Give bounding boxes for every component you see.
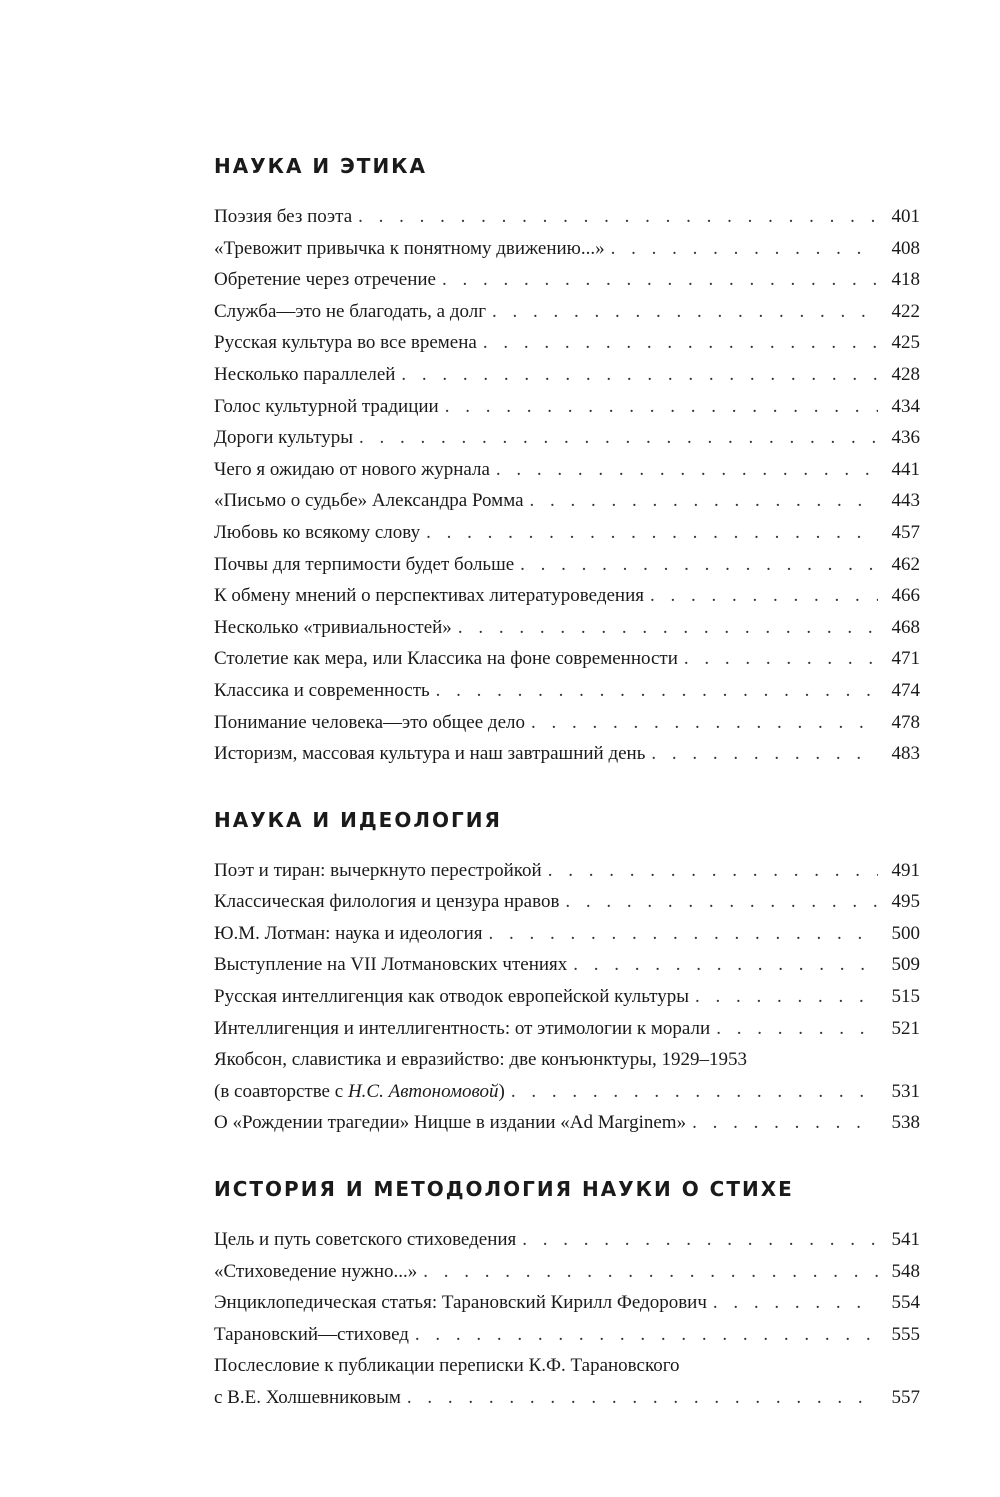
toc-entry[interactable] bbox=[214, 643, 920, 675]
toc-entry[interactable] bbox=[214, 1107, 920, 1139]
entry-title: Тарановский—стиховед bbox=[214, 1323, 409, 1345]
toc-entry[interactable] bbox=[214, 1287, 920, 1319]
entry-page: 500 bbox=[891, 922, 920, 944]
entry-title-prefix: (в соавторстве с bbox=[214, 1080, 348, 1102]
dot-leader bbox=[415, 1319, 878, 1351]
dot-leader bbox=[489, 918, 878, 950]
entry-title-line1: Якобсон, славистика и евразийство: две конъюнктуры, 1929–1953 bbox=[214, 1049, 748, 1071]
dot-leader bbox=[565, 886, 878, 918]
entry-title: Понимание человека—это общее дело bbox=[214, 711, 525, 733]
toc-entry[interactable] bbox=[214, 981, 920, 1013]
toc-entry[interactable] bbox=[214, 517, 920, 549]
entry-page: 538 bbox=[891, 1112, 920, 1134]
toc-entry[interactable] bbox=[214, 485, 920, 517]
entry-title: Интеллигенция и интеллигентность: от этимологии к морали bbox=[214, 1017, 711, 1039]
entry-page: 441 bbox=[891, 458, 920, 480]
toc-entry[interactable] bbox=[214, 738, 920, 770]
toc-entries bbox=[214, 1224, 920, 1414]
dot-leader bbox=[458, 612, 878, 644]
entry-page: 443 bbox=[891, 490, 920, 512]
toc-entry[interactable] bbox=[214, 296, 920, 328]
toc-entry[interactable] bbox=[214, 454, 920, 486]
entry-title: Выступление на VII Лотмановских чтениях bbox=[214, 954, 568, 976]
entry-page: 531 bbox=[891, 1080, 920, 1102]
toc-entry[interactable] bbox=[214, 675, 920, 707]
entry-title: Столетие как мера, или Классика на фоне современности bbox=[214, 648, 678, 670]
dot-leader bbox=[401, 359, 878, 391]
entry-title: Энциклопедическая статья: Тарановский Кирилл Федорович bbox=[214, 1292, 707, 1314]
dot-leader bbox=[436, 675, 878, 707]
entry-page: 401 bbox=[891, 206, 920, 227]
entry-title: Несколько «тривиальностей» bbox=[214, 616, 452, 638]
toc-entry[interactable] bbox=[214, 1319, 920, 1351]
dot-leader bbox=[650, 580, 878, 612]
entry-page: 425 bbox=[891, 332, 920, 354]
toc-entry[interactable] bbox=[214, 855, 920, 887]
toc-entry[interactable] bbox=[214, 1224, 920, 1256]
entry-title: Поэзия без поэта bbox=[214, 206, 353, 227]
toc-entry[interactable] bbox=[214, 1256, 920, 1288]
entry-page: 554 bbox=[891, 1292, 920, 1314]
entry-page: 515 bbox=[891, 986, 920, 1008]
entry-page: 471 bbox=[891, 648, 920, 670]
dot-leader bbox=[511, 1076, 878, 1108]
toc-entry[interactable] bbox=[214, 580, 920, 612]
dot-leader bbox=[651, 738, 878, 770]
toc-entry[interactable] bbox=[214, 549, 920, 581]
dot-leader bbox=[548, 855, 878, 887]
toc-entry[interactable] bbox=[214, 422, 920, 454]
entry-title: Поэт и тиран: вычеркнуто перестройкой bbox=[214, 859, 542, 881]
dot-leader bbox=[530, 485, 878, 517]
dot-leader bbox=[713, 1287, 878, 1319]
entry-title: «Тревожит привычка к понятному движению...» bbox=[214, 237, 605, 259]
dot-leader bbox=[423, 1256, 878, 1288]
entry-page: 428 bbox=[891, 363, 920, 385]
entry-title: Почвы для терпимости будет больше bbox=[214, 553, 515, 575]
entry-title: Классика и современность bbox=[214, 679, 430, 701]
dot-leader bbox=[684, 643, 878, 675]
toc-entry[interactable] bbox=[214, 886, 920, 918]
toc-entries bbox=[214, 201, 920, 770]
toc-entry[interactable] bbox=[214, 391, 920, 423]
entry-title: Ю.М. Лотман: наука и идеология bbox=[214, 922, 483, 944]
entry-page: 468 bbox=[891, 616, 920, 638]
entry-page: 408 bbox=[891, 237, 920, 259]
toc-entry-multiline[interactable] bbox=[214, 1350, 920, 1413]
section-title: НАУКА И ЭТИКА bbox=[214, 154, 428, 178]
entry-page: 509 bbox=[891, 954, 920, 976]
entry-page: 418 bbox=[891, 269, 920, 291]
entry-title: Русская культура во все времена bbox=[214, 332, 477, 354]
dot-leader bbox=[426, 517, 878, 549]
entry-title: Служба—это не благодать, а долг bbox=[214, 300, 487, 322]
entry-title-line1: Послесловие к публикации переписки К.Ф. Тарановского bbox=[214, 1355, 680, 1377]
table-of-contents bbox=[214, 150, 920, 1448]
toc-entry[interactable] bbox=[214, 201, 920, 233]
dot-leader bbox=[522, 1224, 878, 1256]
dot-leader bbox=[496, 454, 878, 486]
toc-entry[interactable] bbox=[214, 264, 920, 296]
toc-entry[interactable] bbox=[214, 359, 920, 391]
entry-page: 548 bbox=[891, 1260, 920, 1282]
dot-leader bbox=[573, 949, 878, 981]
entry-title: Классическая филология и цензура нравов bbox=[214, 891, 560, 913]
entry-title: Историзм, массовая культура и наш завтрашний день bbox=[214, 743, 646, 765]
dot-leader bbox=[692, 1107, 878, 1139]
entry-page: 457 bbox=[891, 521, 920, 543]
section-title: НАУКА И ИДЕОЛОГИЯ bbox=[214, 807, 502, 832]
entry-title: О «Рождении трагедии» Ницше в издании «Ad Marginem» bbox=[214, 1112, 687, 1134]
entry-title: Голос культурной традиции bbox=[214, 395, 439, 417]
entry-page: 422 bbox=[891, 300, 920, 322]
toc-section-verse-science bbox=[214, 1173, 920, 1414]
entry-title: Цель и путь советского стиховедения bbox=[214, 1229, 517, 1251]
section-title: ИСТОРИЯ И МЕТОДОЛОГИЯ НАУКИ О СТИХЕ bbox=[214, 1177, 794, 1202]
entry-page: 495 bbox=[891, 891, 920, 913]
dot-leader bbox=[531, 707, 878, 739]
toc-entry[interactable] bbox=[214, 327, 920, 359]
entry-title: «Письмо о судьбе» Александра Ромма bbox=[214, 490, 524, 512]
entry-title-line2: с В.Е. Холшевниковым bbox=[214, 1387, 401, 1408]
entry-title: Чего я ожидаю от нового журнала bbox=[214, 458, 490, 480]
entry-page: 434 bbox=[891, 395, 920, 417]
toc-entry[interactable] bbox=[214, 949, 920, 981]
dot-leader bbox=[695, 981, 878, 1013]
entry-page: 466 bbox=[891, 585, 920, 607]
dot-leader bbox=[442, 264, 878, 296]
entry-title: Обретение через отречение bbox=[214, 269, 436, 291]
toc-entry-multiline[interactable] bbox=[214, 1044, 920, 1107]
toc-section-science-ethics bbox=[214, 150, 920, 770]
toc-entry[interactable] bbox=[214, 707, 920, 739]
toc-entry[interactable] bbox=[214, 233, 920, 265]
entry-page: 462 bbox=[891, 553, 920, 575]
entry-title-line2 bbox=[214, 1076, 505, 1108]
dot-leader bbox=[611, 233, 878, 265]
entry-page: 483 bbox=[891, 743, 920, 765]
entry-title: «Стиховедение нужно...» bbox=[214, 1260, 418, 1282]
toc-entries bbox=[214, 855, 920, 1139]
entry-page: 557 bbox=[891, 1387, 920, 1408]
entry-title: Любовь ко всякому слову bbox=[214, 521, 421, 543]
dot-leader bbox=[716, 1013, 878, 1045]
entry-page: 491 bbox=[891, 859, 920, 881]
toc-entry[interactable] bbox=[214, 1013, 920, 1045]
entry-page: 541 bbox=[891, 1229, 920, 1251]
toc-entry[interactable] bbox=[214, 918, 920, 950]
dot-leader bbox=[359, 422, 878, 454]
dot-leader bbox=[483, 327, 878, 359]
dot-leader bbox=[358, 201, 878, 233]
entry-title: Русская интеллигенция как отводок европейской культуры bbox=[214, 986, 689, 1008]
entry-page: 478 bbox=[891, 711, 920, 733]
entry-page: 521 bbox=[891, 1017, 920, 1039]
entry-title: К обмену мнений о перспективах литературоведения bbox=[214, 585, 644, 607]
dot-leader bbox=[407, 1382, 878, 1414]
entry-page: 436 bbox=[891, 427, 920, 449]
entry-title: Несколько параллелей bbox=[214, 363, 396, 385]
entry-coauthor: Н.С. Автономовой bbox=[347, 1080, 499, 1102]
dot-leader bbox=[520, 549, 878, 581]
toc-entry[interactable] bbox=[214, 612, 920, 644]
entry-page: 555 bbox=[891, 1323, 920, 1345]
entry-title-suffix: ) bbox=[498, 1080, 505, 1102]
dot-leader bbox=[492, 296, 878, 328]
toc-section-science-ideology bbox=[214, 804, 920, 1139]
dot-leader bbox=[445, 391, 878, 423]
entry-page: 474 bbox=[891, 679, 920, 701]
entry-title: Дороги культуры bbox=[214, 427, 354, 449]
